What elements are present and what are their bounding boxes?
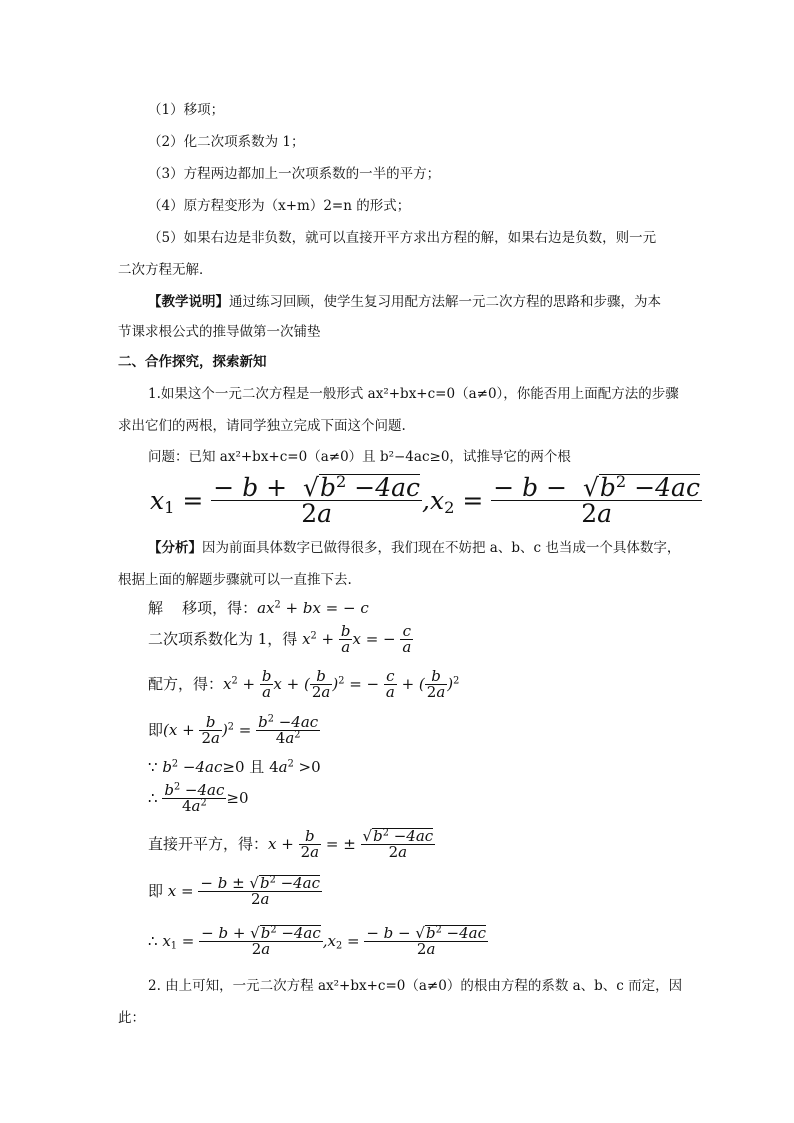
problem-statement: 问题：已知 ax²+bx+c=0（a≠0）且 b²−4ac≥0，试推导它的两个根 [148, 449, 571, 465]
derivation-move: 解 移项，得： $ax^2$ + bx = − c [148, 599, 369, 617]
step-2: （2）化二次项系数为 1； [148, 134, 305, 150]
analysis-text: 因为前面具体数字已做得很多，我们现在不妨把 a、b、c 也当成一个具体数字， [202, 540, 681, 556]
step-1: （1）移项； [148, 102, 225, 118]
complete-text: 配方，得： [148, 675, 224, 693]
move-text: 移项，得： [182, 599, 258, 617]
teaching-note-label: 【教学说明】 [148, 294, 229, 310]
analysis-line2: 根据上面的解题步骤就可以一直推下去. [118, 572, 352, 588]
therefore-symbol-2: ∴ [148, 931, 158, 950]
step-3: （3）方程两边都加上一次项系数的一半的平方； [148, 166, 441, 182]
step-5-line1: （5）如果右边是非负数，就可以直接开平方求出方程的解，如果右边是负数，则一元 [148, 230, 657, 246]
teaching-note-text: 通过练习回顾，使学生复习用配方法解一元二次方程的思路和步骤，为本 [229, 294, 661, 310]
ji-1: 即 [148, 721, 164, 739]
and-word: 且 [249, 758, 265, 776]
teaching-note-line2: 节课求根公式的推导做第一次铺垫 [118, 324, 321, 340]
derivation-root: 直接开平方，得： x + $\frac{b}{2a}$ = ± $\frac{√b^2 -4ac}{2a}$ [148, 826, 434, 861]
section-title: 二、合作探究，探索新知 [118, 354, 267, 370]
step-5-line2: 二次方程无解． [118, 262, 213, 278]
derivation-x: 即 x = $\frac{- b \pm √b^2 -4ac}{2a}$ [148, 874, 321, 908]
roots-formula-large: $x_1$ = $\frac{- b + √b^2 -4ac}{2a}$ $,x_2$ = $\frac{- b - √b^2 -4ac}{2a}$ [150, 472, 700, 528]
teaching-note-line1 [148, 296, 661, 310]
question-1-line2: 求出它们的两根，请同学独立完成下面这个问题. [118, 418, 406, 434]
question-1-line1: 1.如果这个一元二次方程是一般形式 ax²+bx+c=0（a≠0），你能否用上面配方法的步骤 [148, 386, 679, 402]
analysis-line1 [148, 542, 680, 556]
solve-label: 解 [148, 599, 164, 617]
derivation-final: ∴ $x_1$ = $\frac{- b + √b^2 -4ac}{2a}$ $,x_2$ = $\frac{- b - √b^2 -4ac}{2a}$ [148, 924, 487, 958]
root-text: 直接开平方，得： [148, 834, 269, 853]
derivation-complete: 配方，得： $x^2$ + $\frac{b}{a}$ x + ( $\frac{b}{2a}$ )$^2$ = − $\frac{c}{a}$ + ( $\frac{b}{2a}$ )$^2$ [148, 667, 460, 701]
coef-text: 二次项系数化为 1，得 [148, 630, 298, 648]
because-symbol: ∵ [148, 758, 158, 776]
therefore-symbol-1: ∴ [148, 789, 158, 807]
step-4: （4）原方程变形为（x+m）2=n 的形式； [148, 198, 411, 214]
derivation-coef: 二次项系数化为 1，得 $x^2$ + $\frac{b}{a}$ x = − $\frac{c}{a}$ [148, 622, 412, 656]
question-2-line1: 2. 由上可知，一元二次方程 ax²+bx+c=0（a≠0）的根由方程的系数 a、b、c 而定，因 [148, 978, 683, 994]
question-2-line2: 此： [118, 1010, 145, 1026]
derivation-therefore: ∴ $\frac{b^2 -4ac}{4a^2}$ ≥0 [148, 781, 249, 815]
derivation-square: 即 (x + $\frac{b}{2a}$ )$^2$ = $\frac{b^2 -4ac}{4a^2}$ [148, 713, 319, 747]
analysis-label: 【分析】 [148, 540, 202, 556]
ji-2: 即 [148, 881, 164, 900]
derivation-because: ∵ $b^2 -4ac\ge 0$ 且 $4a^2 >0$ [148, 758, 321, 776]
